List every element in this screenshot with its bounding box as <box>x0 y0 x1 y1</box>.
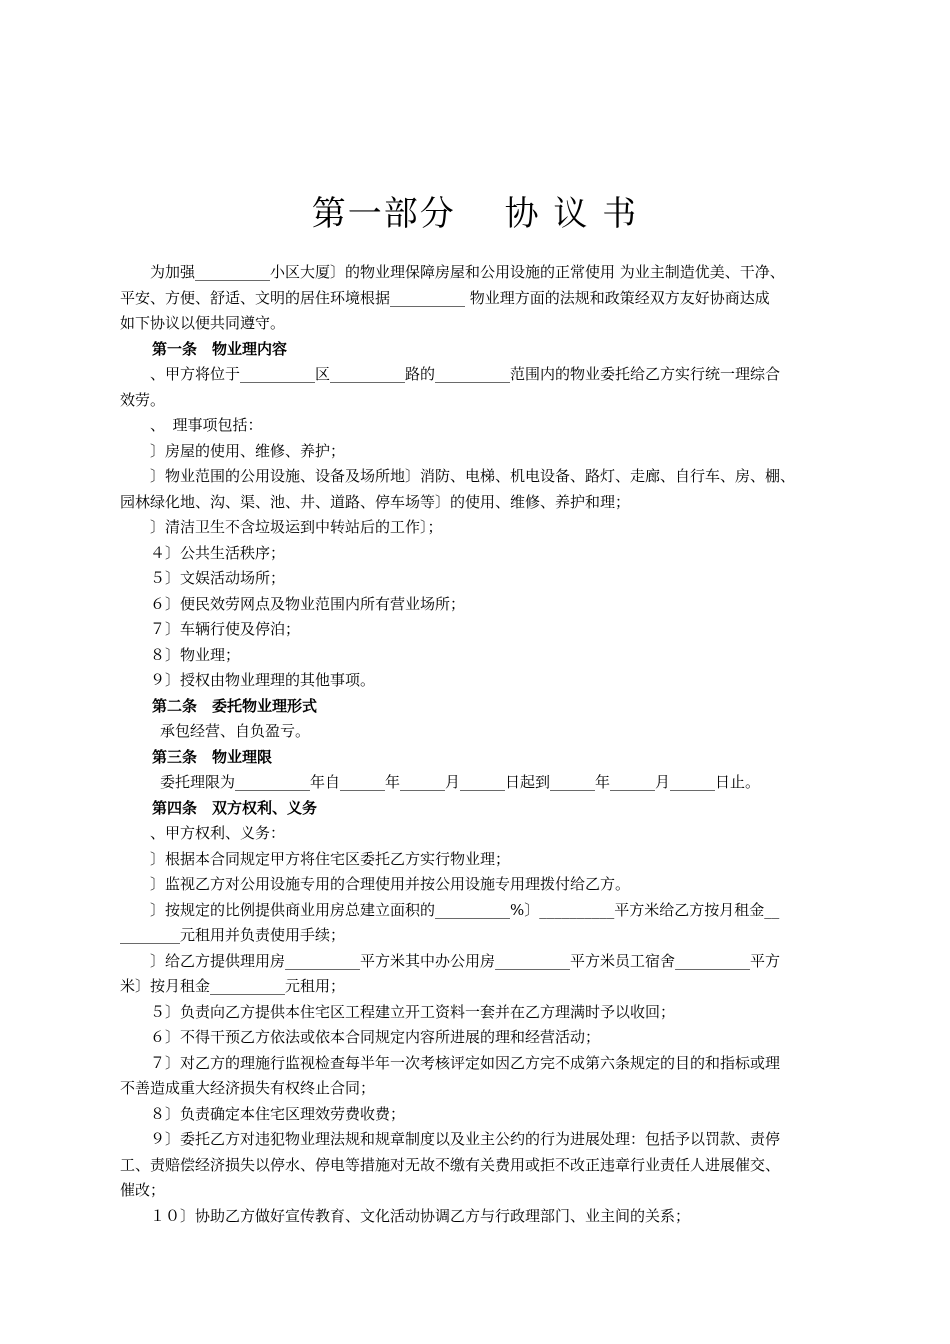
article4-line: １０〕协助乙方做好宣传教育、文化活动协调乙方与行政理部门、业主间的关系； <box>150 1206 691 1225</box>
article1-line: 〕清洁卫生不含垃圾运到中转站后的工作〕； <box>150 518 443 536</box>
article1-line: ８〕物业理； <box>150 645 241 664</box>
intro-line-1: 为加强__________小区大厦〕的物业理保障房屋和公用设施的正常使用 为业主制造优美、干净、 <box>150 263 785 281</box>
article4-line: ６〕不得干预乙方依法或依本合同规定内容所进展的理和经营活动； <box>150 1028 601 1046</box>
article4-line: 催改； <box>120 1181 166 1199</box>
article4-line: 〕监视乙方对公用设施专用的合理使用并按公用设施专用理拨付给乙方。 <box>150 875 631 893</box>
document-body <box>120 260 862 1229</box>
intro-line-2: 平安、方便、舒适、文明的居住环境根据__________ 物业理方面的法规和政策经双方友好协商达成 <box>120 288 770 307</box>
article4-line: 〕按规定的比例提供商业用房总建立面积的__________%〕__________平方米给乙方按月租金__ <box>150 900 780 919</box>
article4-line: ８〕负责确定本住宅区理效劳费收费； <box>150 1104 406 1123</box>
article4-line: 工、责赔偿经济损失以停水、停电等措施对无故不缴有关费用或拒不改正违章行业责任人进展催交、 <box>120 1155 781 1174</box>
article4-line: ７〕对乙方的理施行监视检查每半年一次考核评定如因乙方完不成第六条规定的目的和指标或理 <box>150 1053 781 1072</box>
article1-line: 、 理事项包括： <box>150 416 263 434</box>
article1-line: ５〕文娱活动场所； <box>150 569 286 587</box>
article2-text: 承包经营、自负盈亏。 <box>160 722 311 740</box>
article4-line: ５〕负责向乙方提供本住宅区工程建立开工资料一套并在乙方理满时予以收回； <box>150 1002 676 1021</box>
intro-line-3: 如下协议以便共同遵守。 <box>120 314 286 332</box>
article3-heading: 第三条 物业理限 <box>152 747 273 766</box>
article4-line: 不善造成重大经济损失有权终止合同； <box>120 1079 376 1097</box>
document-title: 第一部分 协 议 书 <box>311 194 639 234</box>
article1-line: ６〕便民效劳网点及物业范围内所有营业场所； <box>150 594 466 613</box>
article2-heading: 第二条 委托物业理形式 <box>152 696 318 715</box>
article4-heading: 第四条 双方权利、义务 <box>152 798 318 817</box>
article4-line: ________元租用并负责使用手续； <box>120 926 346 944</box>
article4-line: 〕给乙方提供理用房__________平方米其中办公用房__________平方米员工宿舍__________平方 <box>150 951 781 970</box>
article4-line: 、甲方权利、义务： <box>150 824 286 842</box>
article1-line: ９〕授权由物业理理的其他事项。 <box>150 671 376 689</box>
article4-line: ９〕委托乙方对违犯物业理法规和规章制度以及业主公约的行为进展处理：包括予以罚款、责停 <box>150 1130 781 1148</box>
article1-line: 、甲方将位于__________区__________路的__________范围内的物业委托给乙方实行统一理综合 <box>150 365 781 383</box>
article1-line: ７〕车辆行使及停泊； <box>150 620 301 638</box>
article1-line: 〕房屋的使用、维修、养护； <box>150 441 346 460</box>
article4-line: 〕根据本合同规定甲方将住宅区委托乙方实行物业理； <box>150 849 511 868</box>
article1-line: 效劳。 <box>120 390 166 409</box>
article3-text: 委托理限为__________年自______年______月______日起到______年______月______日止。 <box>160 773 761 791</box>
article1-line: 〕物业范围的公用设施、设备及场所地〕消防、电梯、机电设备、路灯、走廊、自行车、房、棚、 <box>150 467 796 485</box>
article4-line: 米〕按月租金__________元租用； <box>120 977 346 995</box>
article1-heading: 第一条 物业理内容 <box>152 339 288 358</box>
article1-line: 园林绿化地、沟、渠、池、井、道路、停车场等〕的使用、维修、养护和理； <box>120 492 631 511</box>
article1-line: ４〕公共生活秩序； <box>150 543 286 562</box>
